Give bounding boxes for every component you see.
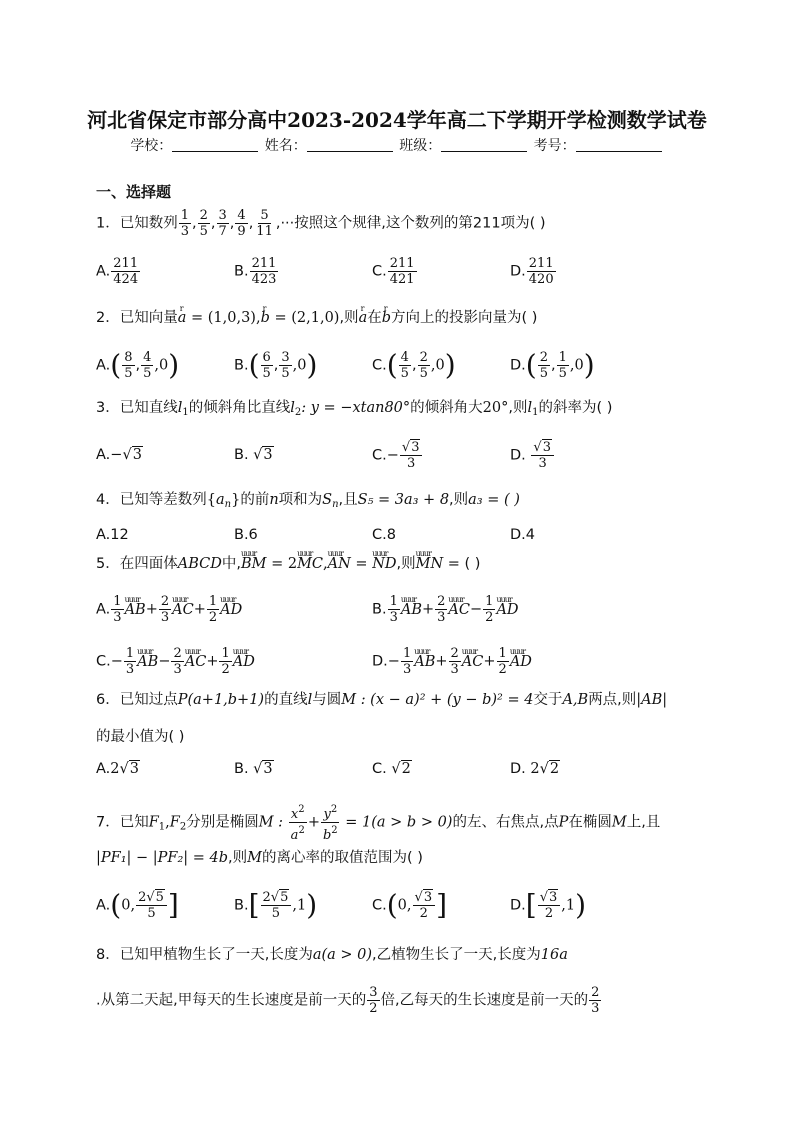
q4-option-a[interactable]: A.12 (96, 527, 129, 543)
q1-option-b[interactable]: B. $\frac{211}{423}$ (234, 256, 277, 287)
q5-option-c[interactable]: C.− $\frac{1}{3}$ uuur AB− $\frac{2}{3}$ uuur AC+ $\frac{1}{2}$ uuur AD (96, 646, 255, 677)
q6-option-b[interactable]: B. √3 (234, 761, 273, 777)
school-label: 学校： (130, 138, 173, 154)
class-blank[interactable] (441, 137, 527, 152)
q1-term-4: $\frac{4}{9}$ (237, 208, 246, 239)
number-label: 考号： (533, 138, 576, 154)
q2-option-b[interactable]: B.( $\frac{6}{5}$ , $\frac{3}{5}$ ,0) (234, 348, 318, 382)
question-3-stem: 3．已知直线$l_1$的倾斜角比直线$l_2$: y = −xtan80°的倾斜角大20°,则$l_1$的斜率为( ) (96, 400, 613, 418)
page-title: 河北省保定市部分高中2023-2024学年高二下学期开学检测数学试卷 (87, 108, 707, 132)
q2-option-d[interactable]: D.( $\frac{2}{5}$ , $\frac{1}{5}$ ,0) (510, 348, 595, 382)
q6-option-d[interactable]: D. 2√2 (510, 761, 560, 777)
q6-option-a[interactable]: A.2√3 (96, 761, 139, 777)
name-label: 姓名： (264, 138, 307, 154)
q4-option-b[interactable]: B.6 (234, 527, 258, 543)
section-heading: 一、选择题 (96, 183, 172, 201)
question-2-stem: 2．已知向量r a = (1,0,3),r b = (2,1,0),则r a在r b方向上的投影向量为( ) (96, 308, 716, 328)
q7-option-b[interactable]: B.[ $\frac{2√5}{5}$ ,1) (234, 888, 318, 922)
q1-term-1: $\frac{1}{3}$ (180, 208, 190, 239)
question-8-stem-line2: .从第二天起,甲每天的生长速度是前一天的 $\frac{3}{2}$ 倍,乙每天的生长速度是前一天的 $\frac{2}{3}$ (96, 985, 600, 1016)
question-7-stem-line2: |PF₁| − |PF₂| = 4b,则M的离心率的取值范围为( ) (96, 850, 423, 866)
name-blank[interactable] (307, 137, 393, 152)
q5-option-d[interactable]: D.− $\frac{1}{3}$ uuur AB+ $\frac{2}{3}$ uuur AC+ $\frac{1}{2}$ uuur AD (372, 646, 532, 677)
question-6-stem-line2: 的最小值为( ) (96, 729, 185, 745)
q6-option-c[interactable]: C. √2 (372, 761, 411, 777)
school-blank[interactable] (172, 137, 258, 152)
number-blank[interactable] (576, 137, 662, 152)
question-6-stem: 6．已知过点P(a+1,b+1)的直线l与圆M : (x − a)² + (y − b)² = 4交于A,B两点,则|AB| (96, 692, 668, 708)
q3-option-d[interactable]: D. $\frac{√3}{3}$ (510, 440, 555, 471)
q1-term-2: $\frac{2}{5}$ (199, 208, 208, 239)
q7-option-a[interactable]: A.(0, $\frac{2√5}{5}$ ] (96, 888, 179, 922)
question-7-stem: 7．已知$F_1,F_2$分别是椭圆M : $\frac{x^2}{a^2}$ + $\frac{y^2}{b^2}$ = 1(a > b > 0)的左、右焦点,点P在椭圆M上,且 (96, 804, 661, 843)
q1-term-3: $\frac{3}{7}$ (218, 208, 227, 239)
q1-option-d[interactable]: D. $\frac{211}{420}$ (510, 256, 554, 287)
q7-option-c[interactable]: C.(0, $\frac{√3}{2}$ ] (372, 888, 448, 922)
q1-option-a[interactable]: A. $\frac{211}{424}$ (96, 256, 139, 287)
q5-option-b[interactable]: B. $\frac{1}{3}$ uuur AB+ $\frac{2}{3}$ uuur AC− $\frac{1}{2}$ uuur AD (372, 594, 519, 625)
question-1-stem: 1．已知数列 $\frac{1}{3}$ , $\frac{2}{5}$ , $\frac{3}{7}$ , $\frac{4}{9}$ , $\frac{5}{11}$ ,···按照这个规律,这个数列的第211项为( ) (96, 208, 546, 239)
question-5-stem: 5．在四面体ABCD中,uuur BM = 2uuur MC,uuur AN = uuur ND,则uuur MN = ( ) (96, 554, 716, 574)
q4-option-d[interactable]: D.4 (510, 527, 535, 543)
q1-term-5: $\frac{5}{11}$ (256, 208, 273, 239)
q1-stem-end: ,···按照这个规律,这个数列的第211项为( ) (275, 215, 546, 232)
q4-option-c[interactable]: C.8 (372, 527, 396, 543)
q1-stem-start: 1．已知数列 (96, 215, 178, 232)
q7-option-d[interactable]: D.[ $\frac{√3}{2}$ ,1) (510, 888, 587, 922)
q3-option-b[interactable]: B. √3 (234, 447, 273, 463)
q5-option-a[interactable]: A. $\frac{1}{3}$ uuur AB+ $\frac{2}{3}$ uuur AC+ $\frac{1}{2}$ uuur AD (96, 594, 242, 625)
q2-option-a[interactable]: A.( $\frac{8}{5}$ , $\frac{4}{5}$ ,0) (96, 348, 180, 382)
student-info-line (0, 135, 794, 155)
question-4-stem: 4．已知等差数列$\{a_n\}$的前n项和为$S_n$,且S₅ = 3a₃ + 8,则a₃ = ( ) (96, 492, 520, 510)
q3-option-a[interactable]: A.−√3 (96, 447, 142, 463)
class-label: 班级： (399, 138, 442, 154)
question-8-stem: 8．已知甲植物生长了一天,长度为a(a > 0),乙植物生长了一天,长度为16a (96, 947, 568, 963)
q2-option-c[interactable]: C.( $\frac{4}{5}$ , $\frac{2}{5}$ ,0) (372, 348, 456, 382)
q3-option-c[interactable]: C.− $\frac{√3}{3}$ (372, 440, 423, 471)
q1-option-c[interactable]: C. $\frac{211}{421}$ (372, 256, 415, 287)
